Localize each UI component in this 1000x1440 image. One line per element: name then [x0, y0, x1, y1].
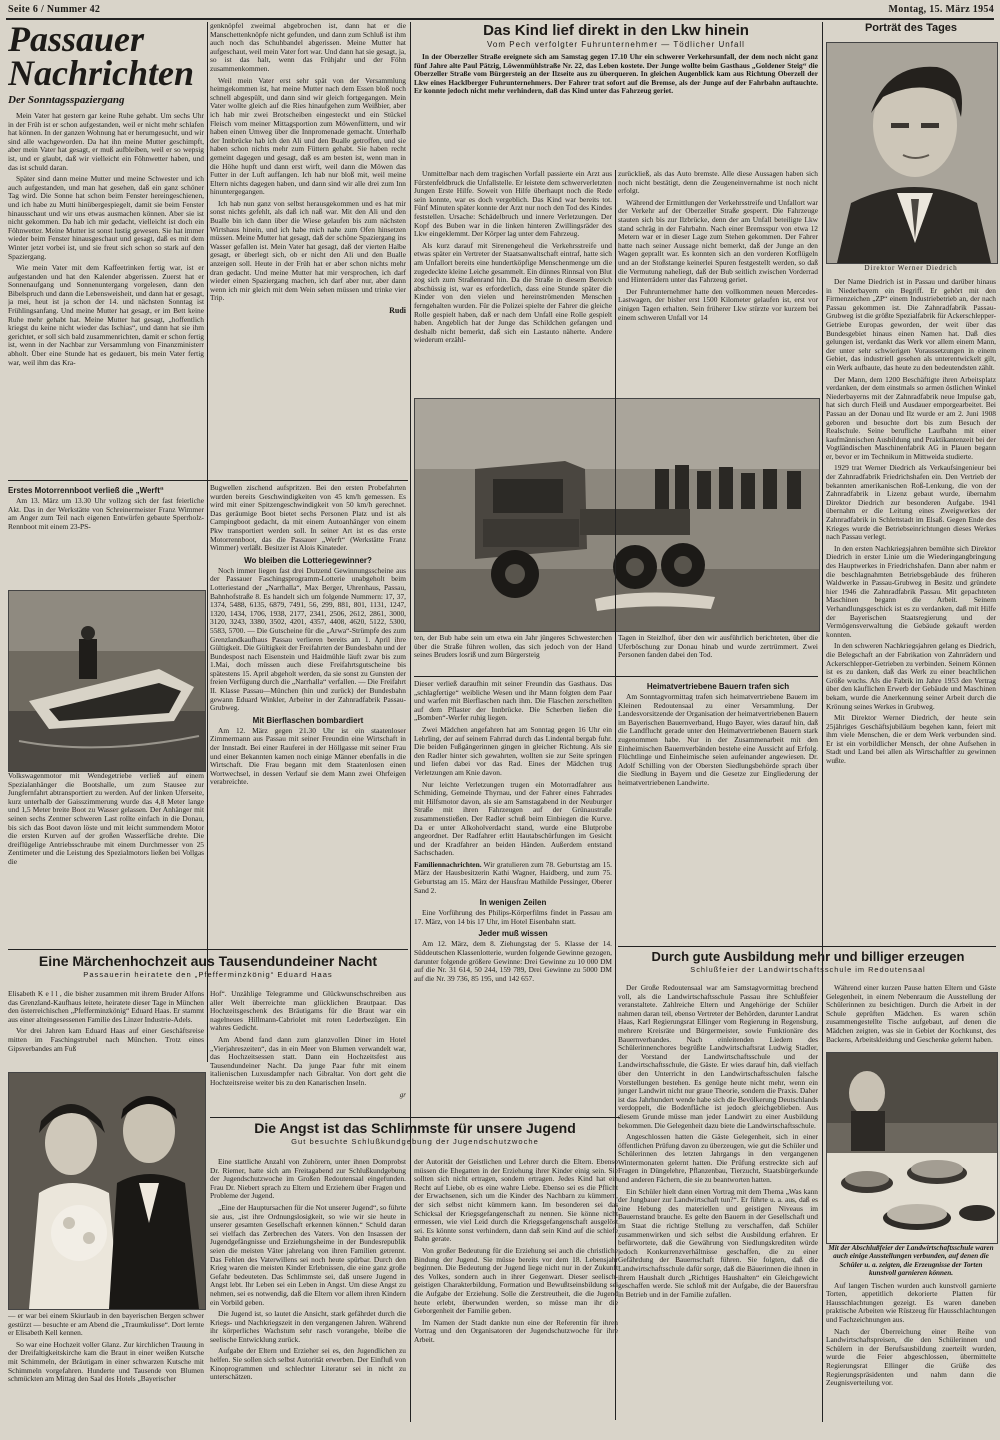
ausbildung-subtitle: Schlußfeier der Landwirtschaftsschule im Redoutensaal	[690, 965, 926, 974]
maerchen-p4: So war eine Hochzeit voller Glanz. Zur kirchlichen Trauung in der Dreifaltigkeitskirche kam die Braut in einer weißen Kutsche mit Schimmeln, der Bräutigam in einer schwarzen Kutsche mit Schimmeln vorgefahren. Hunderte und Tausende von Blumen schmückten am Mittag den Saal des Hotels „Bayerischer	[8, 1339, 204, 1384]
bierflaschen-title: Mit Bierflaschen bombardiert	[252, 715, 364, 725]
familie-title: Familiennachrichten.	[414, 859, 482, 869]
angst-p7: Im Namen der Stadt dankte nun eine der Referentin für ihren Vortrag und den Organisatoren der Jugendschutzwoche für ihre Arbeit.	[414, 1317, 618, 1344]
portrait-p4: In den ersten Nachkriegsjahren bemühte sich Direktor Diedrich in erster Linie um die Wiederingangbringung des Hauptwerkes in Friedrichshafen. Dann aber nahm er die beschlagnahmten Betriebsgebäude des früheren Waldwerke in Passau-Grubweg in Besitz und gründete hier 1946 die Zahnradfabrik Passau. Mit gepachteten Maschinen begann die Arbeit. Seinem Verhandlungsgeschick ist es zu verdanken, daß mit Hilfe der Bayerischen Staatsregierung und der Vermögensverwaltung die Gebäude gekauft werden konnten.	[826, 543, 996, 639]
sonntag-p3: Wie mein Vater mit dem Kaffeetrinken fertig war, ist er aufgestanden und hat den Kalender abgerissen. Zuerst hat er Sonnenaufgang und Sonnenuntergang vorgelesen, dann den Bibelspruch und dann die Lebensweisheit, und dann hat er gesagt, ja mei, heut ist ja schon der 14. und nächsten Sonntag ist Frühlingsanfang. Und meine Mutter hat gesagt, er im Bett keine Ruhe mehr gehabt hat. Meine Mutter hat gesagt, „hoffentlich kriegst du keine nicht wieder das Ischias“, und dann hat sie ihm gerichtet, er soll sich bald zusammenrichten, damit er schon fertig ist, wenn in der Nachbar zur Versammlung von Finanzministerr abholt. Über eine Stunde hat es gedauert, bis mein Vater fertig war, weil ihm das Kra-	[8, 263, 204, 367]
lkw-p3: zurückließ, als das Auto bremste. Alle diese Aussagen haben sich noch nicht bestätigt, denn die Zeugeneinvernahme ist noch nicht erfolgt.	[618, 170, 818, 196]
ausstellung-top	[826, 984, 996, 1050]
ausbildung-title: Durch gute Ausbildung mehr und billiger erzeugen	[651, 949, 965, 964]
sonntag-signature: Rudi	[389, 306, 406, 315]
portrait-p2: Der Mann, dem 1200 Beschäftigte ihren Arbeitsplatz verdanken, der dem einstmals so armen östlichen Winkel Niederbayerns mit der Zahnradfabrik neue Impulse gab, hat sich durch Fleiß und Ausdauer emporgearbeitet. Bei Passau an der Donau und Ilz wurde er am 2. Juni 1908 geboren und besuchte dort bis zum Besuch der Realschule. Seine berufliche Laufbahn mit einer kaufmännischen Ausbildung und Praktikantenzeit bei der Vogtländischen Maschinenfabrik AG in Plauen begann er, bevor er im Technikum in Mittweida studierte.	[826, 374, 996, 461]
portrait-illustration	[827, 43, 997, 263]
jeder-title: Jeder muß wissen	[478, 929, 548, 939]
jeder-p1: Am 12. März, dem 8. Ziehungstag der 5. Klasse der 14. Süddeutschen Klassenlotterie, wurden folgende Gewinne gezogen, darunter folgende größere Gewinne: Drei Gewinne zu 10 000 DM auf die Nr. 31 614, 50 244, 159 789, Drei Gewinne zu 5000 DM auf die Nr. 39 736, 85 195, und 142 657.	[414, 939, 612, 983]
ausstellung-p3: Nach der Überreichung einer Reihe von Landwirtschaftspreisen, die den Schülerinnen und Schülern in der Berufsausbildung zuerteilt wurden, wurde die Feier abgeschlossen, übermittelte Regierungsrat Ellinger die Grüße des Regierungspräsidenten und nahm dann die Zeugnisverteilung vor.	[826, 1326, 996, 1388]
truck-photo	[414, 398, 820, 632]
lotterie-p1: Noch immer liegen fast drei Dutzend Gewinnungsscheine aus der Passauer Faschingsprogramm-Lotterie unabgeholt beim Lotteriestand der „Narrhalla“, Max Berger, Uhrenhaus, Passau, Bahnhofstraße 8. Es handelt sich um folgende Nummern: 17, 37, 1374, 5488, 6135, 6879, 7491, 56, 299, 881, 801, 1131, 1247, 1320, 1434, 1706, 1938, 2177, 2341, 2506, 2612, 2861, 3000, 3120, 3243, 3380, 3502, 4201, 4357, 4408, 4620, 5122, 5300, 5583, 5700. — Die Gutscheine für die „Arwa“-Strümpfe des zum Grenzlandkaufhaus Passau verlieren bereits am 1. April ihre Gültigkeit. Die Gültigkeit der Freifahrten der Bundesbahn und der Bundespost nach Eisenstein und Haidmühle läuft zwar bis zum 1.Mai, doch müssen auch diese Freifahrtsgutscheine bis spätestens 15. April abgeholt werden, da sie sonst zu Gunsten der freien Verfügung durch die „Narrhalla“ verfallen. — Die Freifahrt II. Klasse Passau—München (hin und zurück) der Bundesbahn gewann Eduard Winkler, Arbeiter in der Zahnradfabrik Passau-Grubweg.	[210, 565, 406, 713]
lkw-header	[414, 22, 818, 170]
maedchen-p1: Zwei Mädchen angefahren hat am Sonntag gegen 16 Uhr ein Lehrling, der auf seinem Fahrrad durch das Lindental bergab fuhr. Die beiden Fußgängerinnen gingen in gleicher Richtung. Als sie den Radler hinter sich gewahrten, wollten sie zur Seite springen und liefen dabei vor das Rad. Eines der Mädchen trug Verletzungen am Knie davon.	[414, 724, 612, 777]
ausstellung-p1: Während einer kurzen Pause hatten Eltern und Gäste Gelegenheit, in einem Nebenraum die Ausstellung der Schülerinnen zu besichtigen. Durch die Arbeit in der Schule geprüften Mädchen. Es waren schön zusammengestellte Tische aufgebaut, auf denen die Mädchen zeigten, was sie in Gebiet der Kochkunst, des Backens, Arbeitskleidung und Geschenke gelernt haben.	[826, 984, 996, 1044]
wedding-photo	[8, 1072, 206, 1310]
sonntag-col1	[8, 22, 204, 477]
portrait-p6: Mit Direktor Werner Diedrich, der heute sein 25jähriges Geschäftsjubiläum begehen kann, feiert mit ihm viele Menschen, die er dem Werk verbunden sind. Er ist ein vorbildlicher Mensch, der ohne Aufsehen in Stadt und Land bei allen als Wirtschaftler zu gewinnen wußte.	[826, 713, 996, 766]
portrait-caption-wrap	[826, 264, 996, 276]
portrait-p3: 1929 trat Werner Diedrich als Verkaufsingenieur bei der Zahnradfabrik Friedrichshafen ein. Den Vertrieb der bekannten amerikanischen Roß-Lenkung, die von der Zahnradfabrik in Lizenz gebaut wurde, übernahm Direktor Diedrich zur besonderen Aufgabe. 1941 übernahm er die Leitung eines Zweigwerkes der Zahnradfabrik in Schlettstadt im Elsaß. Gegen Ende des Krieges wurde die Betriebseinrichtungen dieses Werkes nach Passau verlegt.	[826, 463, 996, 542]
portrait-body	[826, 278, 996, 944]
heimat-col	[618, 680, 818, 944]
truck-accident-illustration	[415, 399, 819, 631]
motorboot-col2	[210, 484, 406, 944]
col-divider-2	[410, 22, 411, 1422]
maerchen-col2	[210, 990, 406, 1112]
heimat-title-1: Heimatvertriebene Bauern trafen sich	[646, 682, 790, 691]
issue-date: Montag, 15. März 1954	[888, 4, 994, 15]
angst-header	[210, 1120, 620, 1156]
ausstellung-bottom	[826, 1244, 996, 1436]
bierflaschen-p1: Am 12. März gegen 21.30 Uhr ist ein staatenloser Zimmermann aus Passau mit seiner Freundin eine Wirtschaft in der Innstadt. Bei einer Rauferei in der Höllgasse mit seiner Frau und einer Bekannten kamen noch einige Männer ebenfalls in die Wirtschaft. Die Frau begann mit dem Staatenlosen einen Wortwechsel, in dessen Verlauf sie dem Mann zwei Ohrfeigen verabreichte.	[210, 725, 406, 787]
masthead-subtitle: Der Sonntagsspaziergang	[8, 94, 125, 106]
portrait-header	[826, 22, 996, 40]
portrait-p1: Der Name Diedrich ist in Passau und darüber hinaus in Niederbayern ein Begriff. Er gehört mit den Firmenzeichen „ZP“ einem Industriebetrieb an, der nach Passau gekommen ist. Die Zahnradfabrik Passau-Grubweg ist die größte Spezialfabrik für Ackerschlepper-Getriebe Europas geworden, der weit über das Bundesgebiet hinaus einen Namen hat. Daß dies gelungen ist, verdankt das Werk vor allem einem Mann, der unter sehr schwierigen Voraussetzungen in einem Gebiet, das industriell gesehen als unterentwickelt gilt, ein Werk aufbaute, das heute zu den bedeutendsten zählt.	[826, 278, 996, 372]
ausbildung-col1	[618, 984, 818, 1436]
maerchen-title: Eine Märchenhochzeit aus Tausendundeiner Nacht	[38, 953, 378, 969]
section-rule-2	[8, 949, 408, 950]
section-rule-1	[8, 480, 408, 481]
cakes-photo	[826, 1052, 998, 1244]
lkw-col2-bottom	[618, 634, 818, 674]
ausbildung-p2: Angeschlossen hatten die Gäste Gelegenheit, sich in einer öffentlichen Prüfung davon zu überzeugen, wie gut die Schüler und Schülerinnen des letzten Jahrgangs in den vergangenen Wintermonaten gelernt hatten. Die Prüfung erstreckte sich auf Fragen in Düngelehre, Pflanzenbau, Tierzucht, Staatsbürgerkunde und anderen Fächern, die sie zu beantworten hatten.	[618, 1132, 818, 1185]
angst-p4: Aufgabe der Eltern und Erzieher sei es, den Jugendlichen zu helfen. Sie sollen sich selbst Autorität erwerben. Der Einfluß von Kinoprogrammen und schlechter Literatur sei in nicht zu unterschätzen.	[210, 1346, 406, 1382]
sonntag-p4: genknöpfel zweimal abgebrochen ist, dann hat er die Manschettenknöpfe nicht gefunden, und dann zum Schluß ist ihm auch noch das Schuhbandel abgerissen. Meine Mutter hat aufgeschaut, weil mein Vater fort war. Und dann hat sie gesagt, ja, so ist das halt, wenn das Frühjahr und der Föhn zusammenkommen.	[210, 22, 406, 73]
lkw-p4: Während der Ermittlungen der Verkehrsstreife und Unfallort war der Verkehr auf der Oberzeller Straße gesperrt. Die Fahrzeuge stauten sich bis zur Ilzbrücke, denn der am Unfall beteiligte Lkw stand schräg in der Fahrbahn. Nach einer Bremsspur von etwa 12 Metern war er in dieser Lage zum Stehen gekommen. Der Fahrer hatte nach seiner Aussage nicht bemerkt, daß der Junge an den Wagen geprallt war. Es konnten sich an den vorderen Kotflügeln und an der Stoßstange keinerlei Spuren festgestellt werden, so daß die Vermutung naheliegt, daß der Bub seitlich zwischen Vorderrad und Hinterrädern unter das Fahrzeug geriet.	[618, 197, 818, 285]
ausbildung-p1: Der Große Redoutensaal war am Samstagvormittag brechend voll, als die Landwirtschaftsschule Passau ihre Schlußfeier veranstaltete. Zahlreiche Eltern und Angehörige der Schüler nahmen daran teil, ebenso Vertreter der Behörden, darunter Landrat Haas, Karl Regierungsrat Ellinger vom Regierung in Regensburg, mehrere Kreisräte und Bürgermeister, sowie Funktionäre des Bauernverbandes. Nach einleitenden Liedern des Schülerinnenchores begrüßte Landwirtschaftsrat Ludwig Stadler, der Vorstand der Landwirtschaftsschule und der Landwirtschaftsschule, die Gäste. Er wies darauf hin, daß vielfach über den Unterricht in den Landwirtschaftsschulen falsche Vorstellungen bestehen. Es genüge heute nicht mehr, wenn ein junger Landwirt nicht nur graue Theorie, sondern die Praxis. Daher ist das Jahrhundert wende habe sich die Bevölkerung Deutschlands verdoppelt, die Bodenfläche ist jedoch gleichgeblieben. Aus diesem Grunde müsse man jeder Landwirt zu einer Ausbildung bekommen. Die Gelegenheit dazu biete die Landwirtschaftsschule.	[618, 984, 818, 1130]
motorboot-p3: Bugwellen zischend aufspritzen. Bei den ersten Probefahrten wurden bereits Geschwindigkeiten von 45 km/h gemessen. Es wird mit einer Spitzengeschwindigkeit von 50 km/h gerechnet. Das geräumige Boot bietet sechs Personen Platz und ist als Campingboot gedacht, da mit einem Autoanhänger von einem Pkw transportiert werden soll. In seiner Art ist es das erste Motorrennboot, das die Passauer „Werft“ (Werkstätte Franz Wimmer) verläßt. Besitzer ist Alois Kinateder.	[210, 484, 406, 553]
col-divider-4	[822, 22, 823, 1422]
wedding-couple-illustration	[9, 1073, 205, 1309]
portrait-photo	[826, 42, 998, 264]
lkw-p1: Unmittelbar nach dem tragischen Vorfall passierte ein Arzt aus Fürstenfeldbruck die Unfallstelle. Er leistete dem schwerverletzten Jungen Erste Hilfe. Soweit von Hilfe überhaupt noch die Rede sein konnte, war es doch vergeblich. Das Kind war bereits tot. Fünf Minuten später konnte der Arzt nur noch den Tod des Kindes feststellen. Ursache: Schädelbruch und innere Verletzungen. Der Kopf des Buben war in die linken hinteren Zwillingsräder des Lkw eingeklemmt. Der Körper lag unter dem Fahrzeug.	[414, 170, 612, 239]
maerchen-p1: Elisabeth K e l l , die bisher zusammen mit ihrem Bruder Alfons das Grenzland-Kaufhaus leitete, heiratete dieser Tage in München den österreichischen „Pfefferminzkönig“ Eduard Haas. Er stammt aus einer alteingesessenen Familie des Linzer Industrie-Adels.	[8, 990, 204, 1024]
angst-title: Die Angst ist das Schlimmste für unsere Jugend	[254, 1120, 576, 1136]
portrait-p5: In den schweren Nachkriegsjahren gelang es Diedrich, die Belegschaft an der Fabrikation von Zahnrädern und Ackerschlepper-Getrieben zu verbinden. Seinem Können ist es zu danken, daß das Werk zu einer beachtlichen Größe wuchs. Als die Fabrik im Jahre 1953 den Vertrag über den käuflichen Erwerb der Gebäude und Maschinen bekam, wurde die Anerkennung seiner Arbeit durch die Krönung seines Werkes in Grubweg.	[826, 641, 996, 711]
motorboat-illustration	[9, 591, 205, 771]
lkw-col1	[414, 170, 612, 394]
angst-p5: der Autorität der Geistlichen und Lehrer durch die Eltern. Ebenso müssen die Ehegatten in der Erziehung ihrer Kinder einig sein. Sie sollten sich nicht ertragen, sondern ertragen. Jedes Kind hat ein Recht auf Liebe, ob es eine wahre Liebe. Ebenso sei es die Pflicht der Erwachsenen, sich um die Kinder des Nachbarn zu kümmern, der sich selbst nicht kümmern kann. Im besonderen sei das Schicksal der Kriegsgefangenschaft zu nennen. Sie könne nicht ermessen, wie viel Leid durch die Kriegsgefangenschaft ausgelöst sei. Es könnte sonst verhindern, dann daß sein Kind auf die schiefe Bahn gerate.	[414, 1158, 618, 1244]
sonntag-col2	[210, 22, 406, 477]
lkw-p7: Tagen in Steizlhof, über den wir ausführlich berichteten, über die Uferböschung zur Donau hinab und wurde zertrümmert. Zwei Personen fanden dabei den Tod.	[618, 634, 818, 660]
ausbildung-p3: Ein Schüler hielt dann einen Vortrag mit dem Thema „Was kann der Jungbauer zur Landwirtschaft tun?“. Er führte u. a. aus, daß es eine Hebung des materiellen und geistigen Niveaus im Bauernstand brauche. Es gelte den Bauern in der Gesellschaft und im Staat die richtige Stellung zu verschaffen, daß Schüler zusammenwirken und sich selbst die Ausbildung erfahren. Er befürwortete, daß die Gewährung von Siedlungskrediten würde jedoch Konkurrenzverhältnisse geschaffen, die zu einer Gefährdung der Bauernschaft führen. Sie folgten, daß die Landwirtschaftsschule dafür sorge, daß die Bäuerinnen die ihnen in ihrem Haushalt durch „Richtiges Haushalten“ ein Gleichgewicht geschaffen werde. Sie schloß mit der Aufgabe, die der Bauersfrau in Betrieb und in der Familie zufallen.	[618, 1186, 818, 1299]
lkw-col2	[618, 170, 818, 394]
zeilen-p1: Eine Vorführung des Philips-Körperfilms findet in Passau am 17. März, von 14 bis 17 Uhr, im Hotel Eisenbahn statt.	[414, 908, 612, 926]
familie-p1: Wir gratulieren zum 78. Geburtstag am 15. März der Hausbesitzerin Kathi Wagner, Haidberg, und zum 75. Geburtstag am 15. März der Hausfrau Mathilde Pessinger, Oberer Sand 2.	[414, 859, 612, 895]
maerchen-p6: Am Abend fand dann zum glanzvollen Diner im Hotel „Vierjahreszeiten“, das in ein Meer von Blumen verwandelt war, das Hochzeitsessen statt. Dann ein Hochzeitsfest aus Tausendundeiner Nacht. Da junge Paar fuhr mit einem italienischen Luxusdampfer nach Gibraltar. Von dort geht die Hochzeitsreise weiter bis zu den Kanarischen Inseln.	[210, 1034, 406, 1087]
angst-p6: Von großer Bedeutung für die Erziehung sei auch die christliche Bindung der Jugend. Sie müsse bereits vor dem 18. Lebensjahr beginnen. Die Bedeutung der Jugend liege nicht nur in der Zukunft des Volkes, sondern auch in ihrer Gegenwart. Dieser seelisch-geistigen Charakterbildung, Formation und Bewußtseinsbildung sei die Aufgabe der Erziehung. Solle die Zerstreutheit, die die Jugend heute erlebt, überwunden werden, so müsse man ihr die Geborgenheit der Familie geben.	[414, 1245, 618, 1316]
maerchen-sig: gr	[399, 1090, 406, 1099]
bierflaschen-p2: Dieser verließ daraufhin mit seiner Freundin das Gasthaus. Das „schlagfertige“ weibliche Wesen und ihr Mann folgten dem Paar und warfen mit Bierflaschen nach ihm. Die Flaschen zerschellten auf dem Pflaster der Innbrücke. Die Scherben ließen die „Bomben“-Werfer ruhig liegen.	[414, 680, 612, 723]
maedchen-p2: Nur leichte Verletzungen trugen ein Motorradfahrer aus Schmiding, Gemeinde Thyrnau, und der Fahrer eines Fahrrades mit Hilfsmotor davon, als sie am Samstagabend in der Neuburger Straße mit ihren Fahrzeugen auf der Grünaustraße zusammenstießen. Der Radler schuß beim Einbiegen die Kurve. Da er unter Alkoholverdacht stand, wurde eine Blutprobe angeordnet. Der Radfahrer erlitt Hautabschürfungen im Gesicht und der Kradfahrer an beiden Händen. Außerdem entstand Sachschaden.	[414, 779, 612, 858]
motorboot-col1-top	[8, 484, 204, 588]
lkw-p6: ten, der Bub habe sein um etwa ein Jahr jüngeres Schwesterchen über die Straße führen wollen, das sich jedoch von der Hand seines Bruders losriß und zum Bürgersteig	[414, 634, 612, 660]
angst-col1	[210, 1158, 406, 1436]
motorboat-photo	[8, 590, 206, 772]
maerchen-header	[8, 953, 408, 989]
sonntag-p1: Mein Vater hat gestern gar keine Ruhe gehabt. Um sechs Uhr in der Früh ist er schon aufgestanden, weil er nicht mehr schlafen hat können. In der ganzen Wohnung hat er herumgesucht, und wir sind alle wachgeworden. Da hat ihn meine Mutter geschimpft, aber mein Vater hat gesagt, er muß aufbleiben, weil er so wepsig ist, und er glaubt, daß wir vielleicht ein Föhnwetter haben, und das ist schuld daran.	[8, 111, 204, 172]
maerchen-col1-bottom	[8, 1312, 204, 1434]
sonntag-p5: Weil mein Vater erst sehr spät von der Versammlung heimgekommen ist, hat meine Mutter nach dem Essen bloß noch schnell abgespült, und dann sind wir gleich fortgegangen. Mein Vater wollte gleich auf die Ries hinaufgehen zum Weißbier, aber ich hab mir zwei Brotscheiben eingesteckt und ein Stückel Fleisch vom meiner Mittagsportion zum Möwenfüttern, und wir haben einen Umweg über die Innpromenade gemacht. Unterhalb der Innbrücke hab ich den Ali und den Bualle getroffen, und sie haben schon nichts mehr zum Füttern gehabt. Sie haben recht gemeint dagegen und gesagt, daß es am besten ist, wenn man in die Höhe hupft und dann erst wirft, weil dann die Möwen das Futter in der Luft auffangen. Ich hab nur bloß mit, weil meine Eltern nichts dagegen haben, und dann sind wir alle drei zum Inn hinuntergegangen.	[210, 75, 406, 197]
portrait-caption: Direktor Werner Diedrich	[864, 264, 958, 272]
maerchen-subtitle: Passauerin heiratete den „Pfefferminzkönig“ Eduard Haas	[83, 970, 333, 979]
masthead-line1: Passauer	[8, 22, 145, 59]
ausstellung-p2: Auf langen Tischen wurden auch kunstvoll garnierte Torten, appetitlich dekorierte Platten für Hausschlachtungen gezeigt. Es waren daneben praktische Arbeiten wie Rüstzeug für Hausschlachtungen und Fachzeichnungen aus.	[826, 1280, 996, 1324]
zeilen-title: In wenigen Zeilen	[479, 898, 547, 908]
angst-p2: „Eine der Hauptursachen für die Not unserer Jugend“, so führte sie aus, „ist ihre Ordnungslosigkeit, so wie wir sie heute in unserer gesamten Gesellschaft erkennen können.“ Schuld daran sei vielfach das Zerbrechen des Vaters. Von den Insassen der Jugendgefängnisse und Erziehungsheime in der Bundesrepublik seien die meisten Väter jahrelang von ihren Familien getrennt. Das Fehlen des Vaterwillens sei noch heute spürbar. Durch den Krieg waren die meisten Kinder Erlebnissen, die eine ganz große Gefahr bedeuteten. Das Schlimmste sei, daß unsere Jugend in Angst lebt. Ihr Leben sei ein Leben in Angst. Um diese Angst zu nehmen, sei es notwendig, daß die Eltern vor allem ihren Kindern ein Vorbild geben.	[210, 1202, 406, 1307]
section-rule-5	[618, 946, 996, 947]
header-rule	[6, 18, 994, 20]
sonntag-p6: Ich hab nun ganz von selbst herausgekommen und es hat mir sonst nichts gefehlt, als daß ich naß war. Mit den Ali und den Bualle bin ich dann über die Wiese gelaufen bis zum nächsten Wirtshaus hinein, und ich habe mich nahe zum Ofen hinsetzen müssen. Meine Mutter hat gesagt, daß der schöne Spaziergang ins Wasser gefallen ist. Mein Vater hat gesagt, daß der vierten Halbe gesagt, er überlegt sich, ob er nicht den Ali und den Bualle anzeigen soll. Heute in der Früh hat er aber schon nichts mehr dran gedacht. Und meine Mutter hat mir versprochen, ich darf wieder einen Spaziergang machen, ich darf aber nur, aber dann wenn ich mir gleich mit dem Wein sehen müssen und trinke vier Trip.	[210, 198, 406, 303]
motorboot-title: Erstes Motorrennboot verließ die „Werft“	[8, 486, 164, 495]
maerchen-p2: Vor drei Jahren kam Eduard Haas auf einer Geschäftsreise mitten im Faschingstrubel nach München. Trotz eines Gipsverbandes am Fuß	[8, 1026, 204, 1053]
lkw-p2: Als kurz darauf mit Sirenengeheul die Verkehrsstreife und etwas später ein Vertreter der Staatsanwaltschaft eintraf, hatte sich am Unfallort bereits eine hundertköpfige Menschenmenge um die zugedeckte kleine Leiche gesammelt. Ein dünnes Rinnsal von Blut zog sich zum Straßenrand hin. Da die Straße in diesem Bereich abschüssig ist, war es erforderlich, dass eine Stunde später die Kinder von den vielen und hereinströmenden Menschen ferngehalten wurden. Für die Polizei spielte der Fahrer die gleiche Rolle gespielt haben, daß er nach dem Unfall eine Rolle gespielt haben. Angeblich hat der Junge das Schildchen gefangen und deshalb nicht bemerkt, daß sich ein Lastauto näherte. Andere wiederum erzähl-	[414, 240, 612, 345]
lkw-col1-bottom	[414, 634, 612, 674]
angst-subtitle: Gut besuchte Schlußkundgebung der Jugendschutzwoche	[291, 1137, 539, 1146]
lkw-p5: Der Fuhrunternehmer hatte den vollkommen neuen Mercedes-Lastwagen, der bisher erst 1500 Kilometer gelaufen ist, erst vor einigen Tagen erhalten. Sein früherer Lkw stürzte vor kurzem bei einem schweren Unfall vor 14	[618, 286, 818, 322]
familie-block	[414, 861, 612, 895]
maerchen-col1-top	[8, 990, 204, 1068]
ausbildung-header	[618, 949, 998, 983]
col-divider-1	[207, 22, 208, 1062]
cakes-caption: Mit der Abschlußfeier der Landwirtschaftsschule waren auch einige Ausstellungen verbunden, auf denen die Schüler u. a. zeigten, die Erzeugnisse der Torten kunstvoll garnieren können.	[828, 1244, 994, 1278]
portrait-title: Porträt des Tages	[864, 22, 958, 34]
lkw-lead: In der Oberzeller Straße ereignete sich am Samstag gegen 17.10 Uhr ein schwerer Verkehrsunfall, der dem noch nicht ganz fünf Jahre alte Paul Pätzig, Löwenmühlstraße Nr. 22, das Leben kostete. Der Junge wollte beim Gasthaus „Goldener Steig“ die Oberzeller Straße vom Bürgersteig an der Ilzseite aus zu überqueren. In gleichen Augenblick kam aus Richtung Oberzell der Lkw eines Hacklberger Fuhrunternehmers. Der Fahrer trat sofort auf die Bremse, als der Junge auf der Fahrbahn auftauchte. Er konnte jedoch nicht mehr verhindern, daß das Kind unter das Fahrzeug geriet.	[414, 52, 818, 96]
angst-p1: Eine stattliche Anzahl von Zuhörern, unter ihnen Domprobst Dr. Riemer, hatte sich am Freitagabend zur Schlußkundgebung der Jugendschutzwoche im Großen Redoutensaal eingefunden. Frau Dr. Niebert sprach zu Eltern und Erziehern über Fragen und Probleme der Jugend.	[210, 1158, 406, 1201]
motorboot-p1: Am 13. März um 13.30 Uhr vollzog sich der fast feierliche Akt. Das in der Werkstätte von Schreinermeister Franz Wimmer am Anger zum Teil nach eigenen Entwürfen gebaute Sperrholz-Rennboot mit einem 23-PS-	[8, 496, 204, 531]
heimat-body: Am Sonntagvormittag trafen sich heimatvertriebene Bauern im Kleinen Redoutensaal zu einer Versammlung. Der Landesvorsitzende der Organisation der heimatvertriebenen Bauern im Bayerischen Bauernverband, Hugo Bayer, wies darauf hin, daß die Landflucht gerade unter den Heimatvertriebenen Bauern stark zugenommen habe. Nur in der Zusammenarbeit mit den Einheimischen Bauernverbänden bestehe eine Aussicht auf Erfolg. Flüchtlinge und Einheimische seien aufeinander angewiesen. Dr. Adolf Schilling von der Obersten Siedlungsbehörde sprach über die Siedlung in Bayern und die Gesetze zur Eingliederung der heimatvertriebenen Landwirte.	[618, 692, 818, 787]
page-number: Seite 6 / Nummer 42	[8, 4, 101, 15]
angst-col2	[414, 1158, 618, 1436]
section-rule-3	[210, 1117, 620, 1118]
motorboot-col1-bottom	[8, 772, 204, 947]
lkw-title: Das Kind lief direkt in den Lkw hinein	[483, 22, 749, 39]
angst-p3: Die Jugend ist, so lautet die Ansicht, stark gefährdet durch die Kriegs- und Nachkriegszeit in den vergangenen Jahren. Während ihr körperliches Wachstum sehr rasch vorangehe, bleibe die seelische Entwicklung zurück.	[210, 1309, 406, 1344]
lkw-subtitle: Vom Pech verfolgter Fuhrunternehmer — Tödlicher Unfall	[487, 40, 745, 49]
lotterie-title: Wo bleiben die Lotteriegewinner?	[244, 555, 372, 565]
masthead-line2: Nachrichten	[8, 53, 195, 93]
motorboot-p2: Volkswagenmotor mit Wendegetriebe verließ auf einem Spezialanhänger die Bootshalle, um zum Stausee zur Jungfernfahrt abtransportiert zu werden. Auf der linken Uferseite, kurz unterhalb der Gaisszimmerung wurde das 4,8 Meter lange und 1,5 Meter breite Boot zu Wasser gelassen. Der Anhänger mit seinen sechs Zentner schweren Last rollte einfach in die Donau, bis sich das Boot davon löste und mit leicht summendem Motor die ersten Kurven auf der großen Wasserfläche drehte. Die dreiflügelige Antriebsschraube mit einem Durchmesser von 25 Zentimeter und die Leistung des Spezialmotors ließen bei Vollgas die	[8, 772, 204, 866]
sonntag-p2: Später sind dann meine Mutter und meine Schwester und ich auch aufgestanden, und man hat gesehen, daß ein ganz schöner Tag wird. Die Sonne hat schon beim Fenster hereingeschienen, und ich habe zu Mutti hinübergespiegelt, damit sie beim Fenster hinausschaut und wir uns etwas ausmachen können. Aber sie ist nicht gekommen. Da hab ich mir gedacht, vielleicht ist doch ein Föhnwetter. Meine Mutter ist sonst lustig gewesen. Sie hat immer wieder beim Fenster hinausgeschaut und gesagt, daß es mit dem Winter jetzt vorbei ist, und sie freut sich schon so stark auf den Spaziergang.	[8, 174, 204, 261]
section-rule-4	[414, 676, 818, 677]
cakes-table-illustration	[827, 1053, 997, 1243]
col-divider-3	[615, 170, 616, 1420]
news-col-middle	[414, 680, 612, 1114]
maerchen-p3: — er war bei einem Skiurlaub in den bayerischen Bergen schwer gestürzt — besuchte er am Abend die „Traumkulisse“. Dort lernte er Elisabeth Kell kennen.	[8, 1312, 204, 1338]
maerchen-p5: Hof“. Unzählige Telegramme und Glückwunschschreiben aus aller Welt überreichte man glücklichen Brautpaar. Das Hochzeitsgeschenk des Bräutigams für die Braut war ein nagelneues Hillmann-Cabriolet mit roten Lederbezügen. Ein wahres Gedicht.	[210, 990, 406, 1033]
